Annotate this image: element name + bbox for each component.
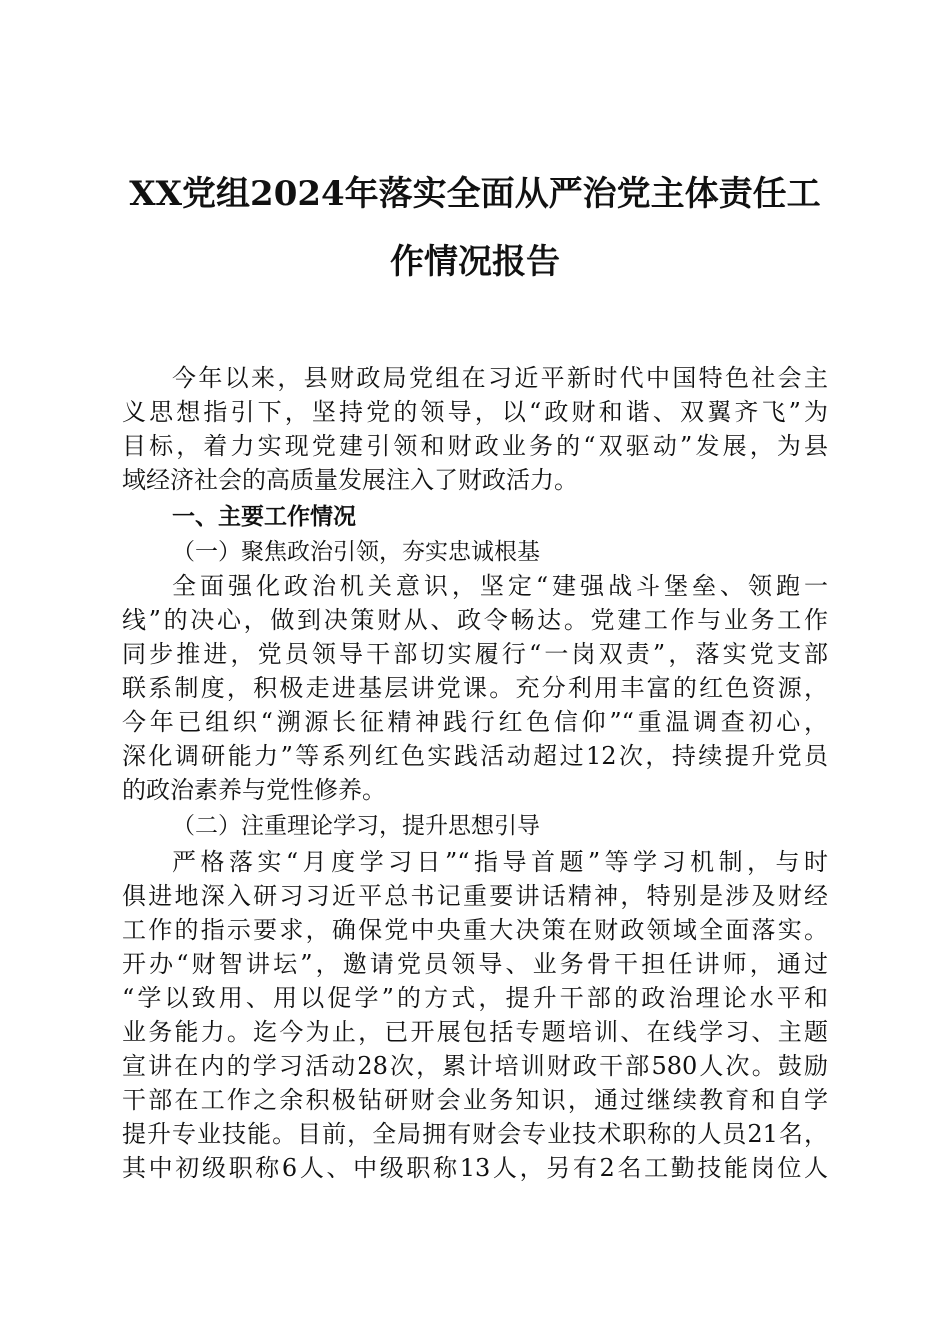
sub2-line-1: 严格落实“月度学习日”“指导首题”等学习机制，与时 bbox=[172, 848, 828, 876]
subsection-heading-1: （一）聚焦政治引领，夯实忠诚根基 bbox=[172, 539, 540, 565]
sub2-line-2: 俱进地深入研习习近平总书记重要讲话精神，特别是涉及财经 bbox=[122, 882, 828, 910]
sub1-line-3: 同步推进，党员领导干部切实履行“一岗双责”，落实党支部 bbox=[122, 640, 828, 668]
document-title-line-2: 作情况报告 bbox=[390, 242, 560, 282]
sub2-line-7: 宣讲在内的学习活动28次，累计培训财政干部580人次。鼓励 bbox=[122, 1052, 828, 1080]
sub2-line-8: 干部在工作之余积极钻研财会业务知识，通过继续教育和自学 bbox=[122, 1086, 828, 1114]
sub1-line-2: 线”的决心，做到决策财从、政令畅达。党建工作与业务工作 bbox=[122, 606, 828, 634]
sub2-line-6: 业务能力。迄今为止，已开展包括专题培训、在线学习、主题 bbox=[122, 1018, 828, 1046]
sub2-line-10: 其中初级职称6人、中级职称13人，另有2名工勤技能岗位人 bbox=[122, 1154, 828, 1182]
subsection-heading-2: （二）注重理论学习，提升思想引导 bbox=[172, 813, 540, 839]
sub1-line-7: 的政治素养与党性修养。 bbox=[122, 776, 386, 804]
sub2-line-9: 提升专业技能。目前，全局拥有财会专业技术职称的人员21名， bbox=[122, 1120, 828, 1148]
intro-line-2: 义思想指引下，坚持党的领导，以“政财和谐、双翼齐飞”为 bbox=[122, 398, 828, 426]
sub2-line-5: “学以致用、用以促学”的方式，提升干部的政治理论水平和 bbox=[122, 984, 828, 1012]
intro-line-1: 今年以来，县财政局党组在习近平新时代中国特色社会主 bbox=[172, 364, 828, 392]
sub1-line-6: 深化调研能力”等系列红色实践活动超过12次，持续提升党员 bbox=[122, 742, 828, 770]
intro-line-4: 域经济社会的高质量发展注入了财政活力。 bbox=[122, 466, 578, 494]
document-title-line-1: XX党组2024年落实全面从严治党主体责任工 bbox=[129, 174, 821, 214]
sub2-line-4: 开办“财智讲坛”，邀请党员领导、业务骨干担任讲师，通过 bbox=[122, 950, 828, 978]
intro-line-3: 目标，着力实现党建引领和财政业务的“双驱动”发展，为县 bbox=[122, 432, 828, 460]
sub1-line-1: 全面强化政治机关意识，坚定“建强战斗堡垒、领跑一 bbox=[172, 572, 828, 600]
sub1-line-4: 联系制度，积极走进基层讲党课。充分利用丰富的红色资源， bbox=[122, 674, 828, 702]
sub2-line-3: 工作的指示要求，确保党中央重大决策在财政领域全面落实。 bbox=[122, 916, 828, 944]
sub1-line-5: 今年已组织“溯源长征精神践行红色信仰”“重温调查初心， bbox=[122, 708, 828, 736]
section-heading-1: 一、主要工作情况 bbox=[172, 504, 356, 530]
